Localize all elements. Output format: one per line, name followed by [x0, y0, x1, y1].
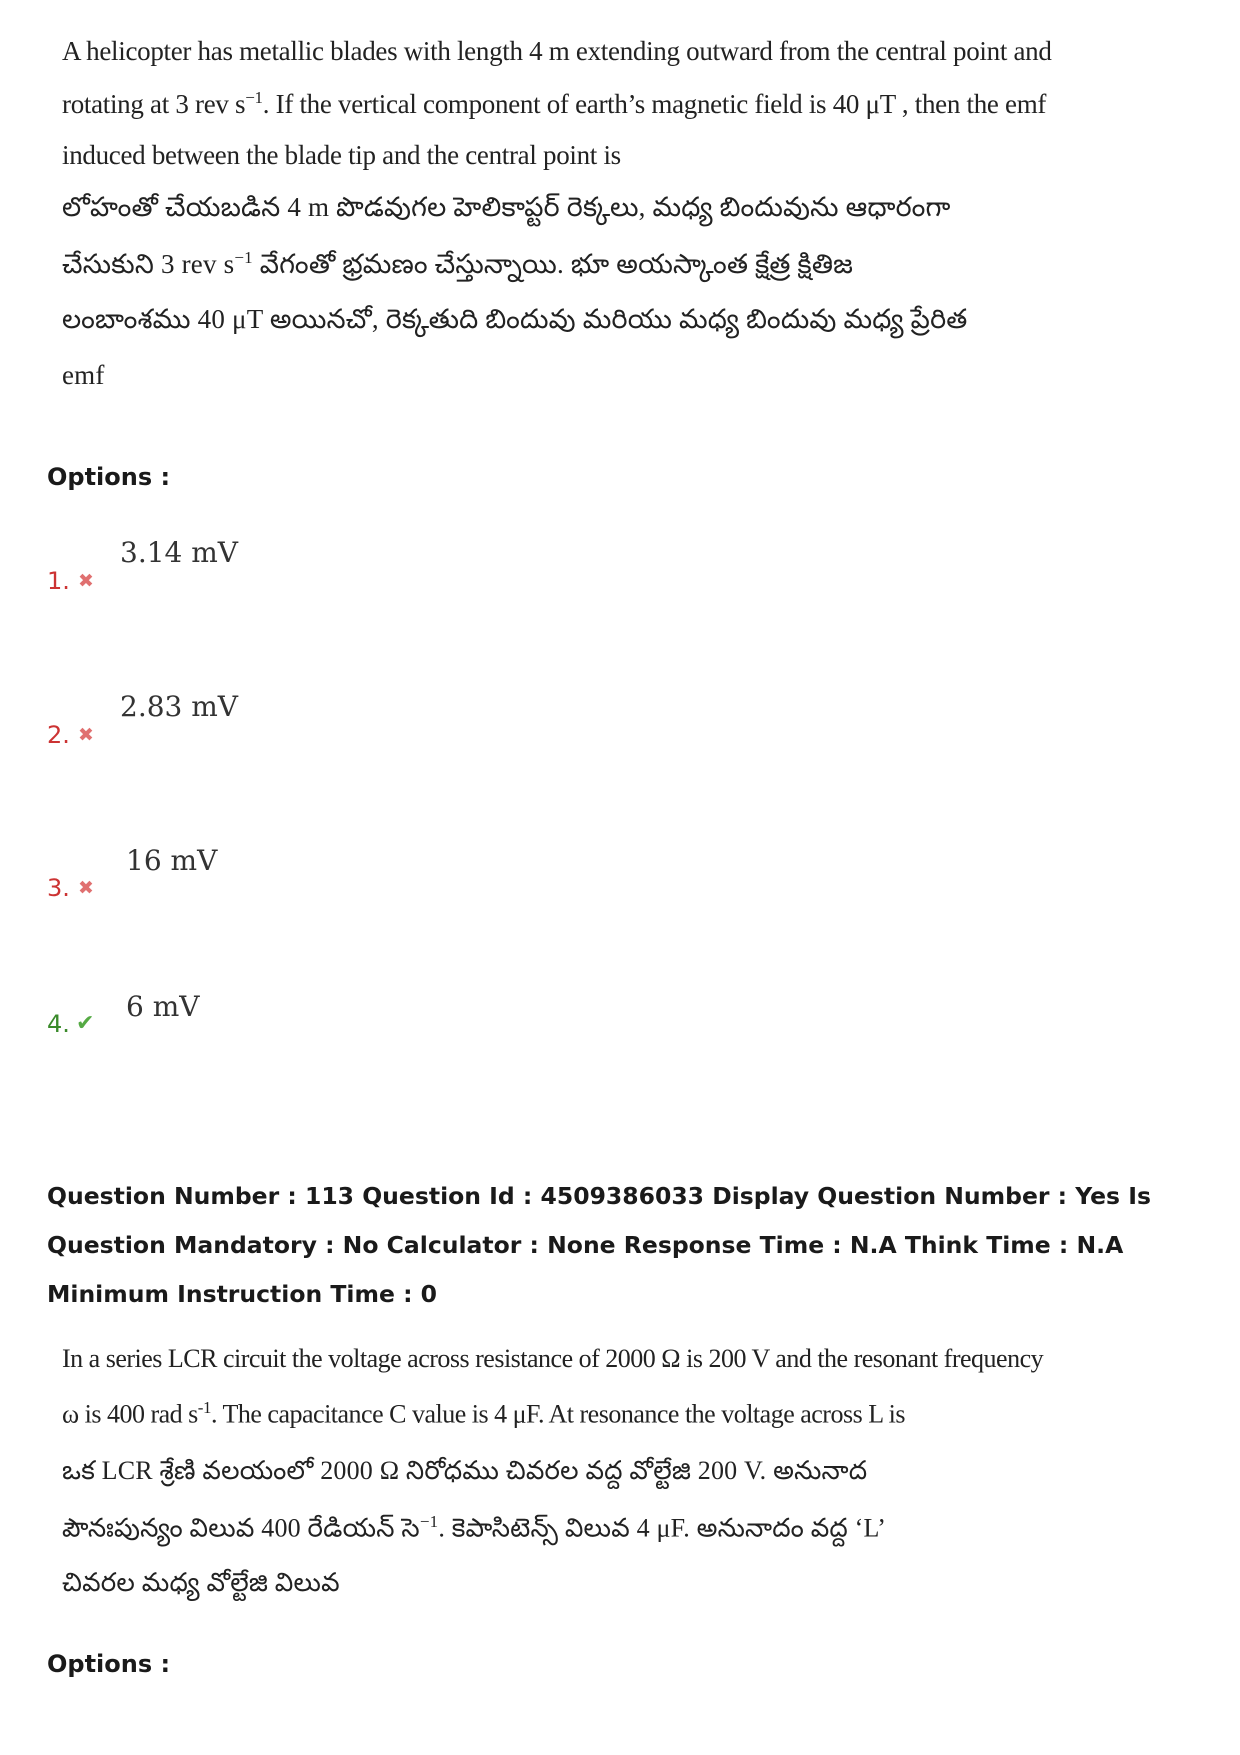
question-telugu-line-1: లోహంతో చేయబడిన 4 m పొడవుగల హెలికాప్టర్ రెక్కలు, మధ్య బిందువును ఆధారంగా — [62, 192, 951, 222]
option-value: 6 mV — [126, 990, 200, 1023]
option-value: 16 mV — [126, 844, 218, 877]
question-english-line-1: In a series LCR circuit the voltage across resistance of 2000 Ω is 200 V and the resonant frequency — [62, 1344, 1044, 1373]
question-telugu-line-1: ఒక LCR శ్రేణి వలయంలో 2000 Ω నిరోధము చివరల వద్ద వోల్టేజి 200 V. అనునాద — [62, 1456, 868, 1485]
question-telugu-line-4: emf — [62, 360, 105, 390]
question-english-line-2: ω is 400 rad $s^{-1}$. The capacitance C value is 4 μF. At resonance the voltage across L is — [62, 1398, 905, 1429]
correct-check-icon: ✔ — [76, 1011, 95, 1036]
option-number: 3. — [47, 874, 70, 902]
question-telugu-line-2: పౌనఃపున్యం విలువ 400 రేడియన్ సె$^{-1}$. కెపాసిటెన్స్ విలువ 4 μF. అనునాదం వద్ద ‘L’ — [62, 1512, 887, 1543]
wrong-mark-icon: ✖ — [78, 570, 94, 592]
question-113-meta: Question Number : 113 Question Id : 4509386033 Display Question Number : Yes Is Question Mandatory : No Calculator : None Response Time : N.A Think Time : N.A Minimum Instruction Time : 0 — [47, 1182, 1151, 1308]
question-telugu-line-3: లంబాంశము 40 μT అయినచో, రెక్కతుది బిందువు మరియు మధ్య బిందువు మధ్య ప్రేరిత — [62, 304, 968, 334]
question-english-line-1: A helicopter has metallic blades with length 4 m extending outward from the central point and — [62, 36, 1052, 66]
option-number: 4. — [47, 1010, 70, 1038]
question-english-line-2: rotating at 3 rev $s^{-1}$. If the vertical component of earth’s magnetic field is 40 μT , then the emf — [62, 88, 1047, 119]
question-telugu-line-2: చేసుకుని 3 rev $s^{-1}$ వేగంతో భ్రమణం చేస్తున్నాయి. భూ అయస్కాంత క్షేత్ర క్షితిజ — [62, 248, 854, 279]
options-label: Options : — [47, 463, 171, 491]
option-number: 1. — [47, 567, 70, 595]
question-telugu-line-3: చివరల మధ్య వోల్టేజి విలువ — [62, 1568, 340, 1597]
wrong-mark-icon: ✖ — [78, 877, 94, 899]
options-label: Options : — [47, 1650, 171, 1678]
option-value: 3.14 mV — [120, 536, 239, 569]
option-number: 2. — [47, 721, 70, 749]
question-english-line-3: induced between the blade tip and the central point is — [62, 140, 621, 170]
option-value: 2.83 mV — [120, 690, 239, 723]
wrong-mark-icon: ✖ — [78, 724, 94, 746]
